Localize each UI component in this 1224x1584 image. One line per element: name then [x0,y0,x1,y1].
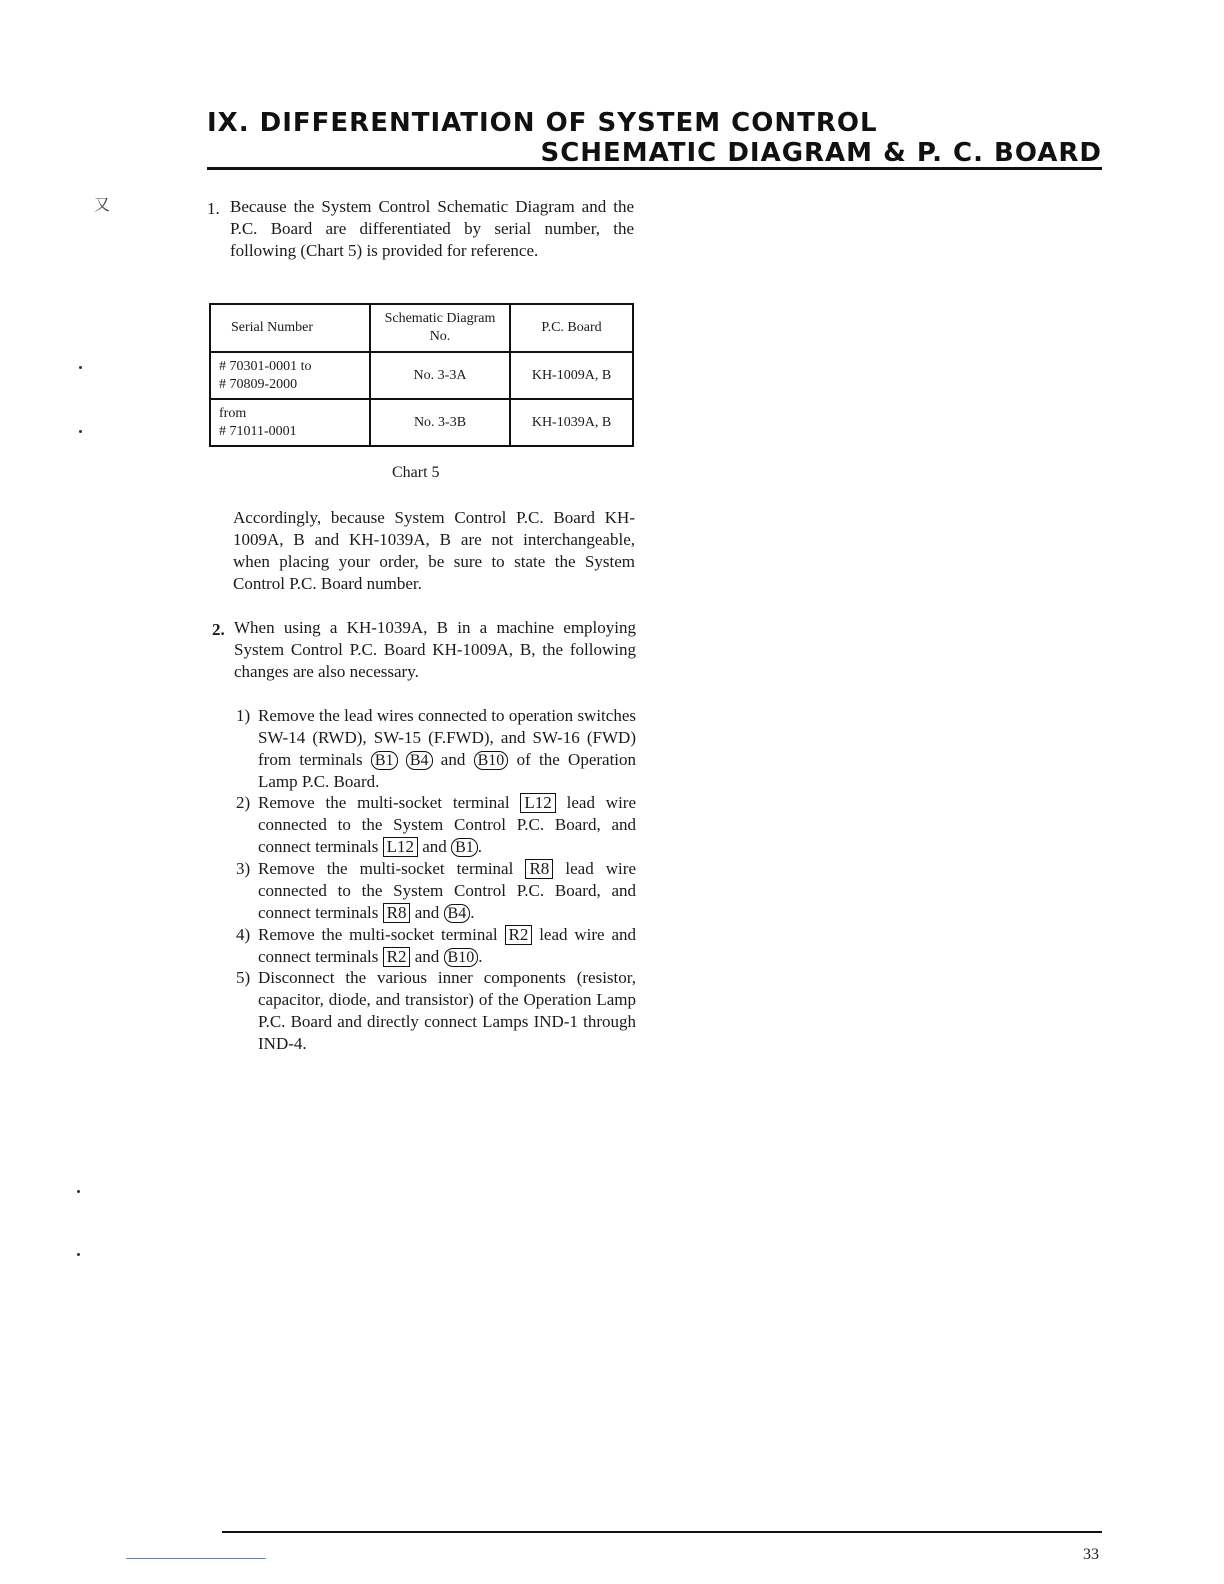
step-text: . [478,947,483,966]
header-pc-board: P.C. Board [510,304,633,352]
item-2-text: When using a KH-1039A, B in a machine employing System Control P.C. Board KH-1009A, B, the following changes are also necessary. [234,618,636,681]
step-text: and [414,903,440,922]
terminal-label: R8 [383,903,411,923]
scan-artifact-line [126,1558,266,1559]
step-2 [236,792,636,858]
step-text: . [477,837,482,856]
terminal-label: B1 [371,751,398,770]
step-text: of the Operation Lamp P.C. Board. [258,750,637,791]
accordingly-paragraph: Accordingly, because System Control P.C. Board KH-1009A, B and KH-1039A, B are not interchangeable, when placing your order, be sure to state the System Control P.C. Board number. [233,508,635,593]
footer-divider [222,1531,1102,1533]
terminal-label: R8 [525,859,553,879]
step-text: lead wire connected to the System Control P.C. Board, and connect terminals [258,793,636,856]
table-row [210,399,633,446]
chart-5-table [209,303,634,447]
margin-dot [77,1253,80,1256]
step-text: . [470,903,475,922]
margin-dot [77,1190,80,1193]
terminal-label: R2 [383,947,411,967]
margin-dot [79,430,82,433]
item-2-number: 2. [212,620,225,639]
terminal-label: B10 [444,948,479,967]
step-text: Remove the multi-socket terminal [258,793,510,812]
board-cell: KH-1039A, B [510,399,633,446]
terminal-label: L12 [520,793,555,813]
margin-dot [79,366,82,369]
step-number: 1) [236,706,251,725]
serial-line: # 70809-2000 [219,376,298,392]
step-text: lead wire connected to the System Control P.C. Board, and connect terminals [258,859,636,922]
step-text: Remove the multi-socket terminal [258,859,514,878]
board-cell: KH-1009A, B [510,352,633,399]
table-row [210,352,633,399]
terminal-label: B10 [474,751,509,770]
page-title [207,108,1102,168]
item-1-text: Because the System Control Schematic Diagram and the P.C. Board are differentiated by serial number, the following (Chart 5) is provided for reference. [230,197,634,260]
step-number: 3) [236,859,251,878]
step-4 [236,924,636,968]
header-schematic-diagram: Schematic Diagram No. [370,304,510,352]
header-serial-number: Serial Number [210,304,370,352]
serial-cell [210,352,370,399]
terminal-label: R2 [505,925,533,945]
page-number: 33 [1083,1546,1099,1563]
terminal-label: B4 [406,751,433,770]
margin-mark: ⼜ [94,197,111,214]
step-text: Remove the lead wires connected to operation switches SW-14 (RWD), SW-15 (F.FWD), and SW-16 (FWD) from terminals [258,706,636,769]
terminal-label: B1 [451,838,478,857]
step-3 [236,858,636,924]
serial-line: from [219,405,247,421]
step-1 [236,705,636,793]
step-text: and [422,837,447,856]
schematic-cell: No. 3-3A [370,352,510,399]
chart-caption: Chart 5 [392,464,440,481]
table-header-row [210,304,633,352]
step-number: 2) [236,793,251,812]
step-number: 5) [236,968,251,987]
step-text: lead wire and connect terminals [258,925,636,966]
step-text: and [440,750,466,769]
serial-cell [210,399,370,446]
step-5 [236,967,636,1055]
step-text: Disconnect the various inner components (resistor, capacitor, diode, and transistor) of the Operation Lamp P.C. Board and directly connect Lamps IND-1 through IND-4. [258,968,636,1053]
step-text: and [414,947,440,966]
schematic-cell: No. 3-3B [370,399,510,446]
step-number: 4) [236,925,251,944]
serial-line: # 70301-0001 to [219,358,312,374]
item-1-number: 1. [207,199,220,218]
serial-line: # 71011-0001 [219,423,297,439]
title-line-2: SCHEMATIC DIAGRAM & P. C. BOARD [540,138,1102,168]
terminal-label: L12 [383,837,418,857]
step-text: Remove the multi-socket terminal [258,925,498,944]
terminal-label: B4 [444,904,471,923]
title-line-1: IX. DIFFERENTIATION OF SYSTEM CONTROL [207,108,878,138]
title-divider [207,167,1102,170]
